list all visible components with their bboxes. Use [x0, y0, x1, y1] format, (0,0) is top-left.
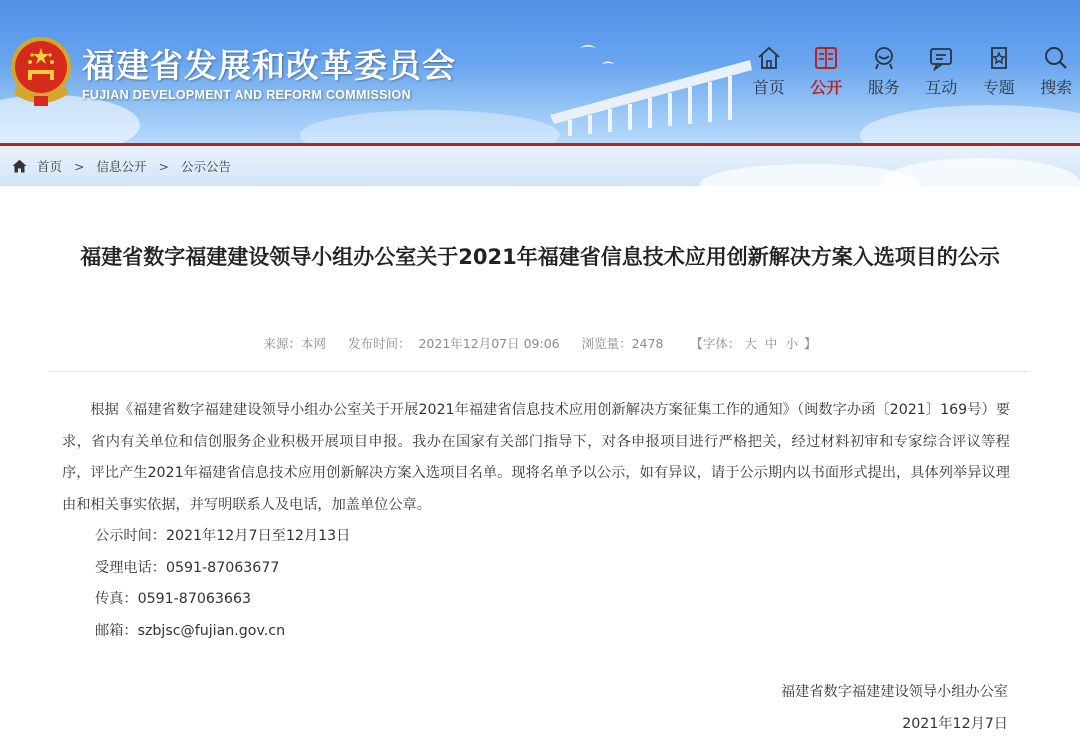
font-size-large[interactable]: 大	[744, 336, 757, 351]
home-icon[interactable]	[12, 159, 27, 173]
nav-item-disclosure[interactable]	[798, 44, 856, 104]
body-paragraph: 根据《福建省数字福建建设领导小组办公室关于开展2021年福建省信息技术应用创新解决方案征集工作的通知》（闽数字办函〔2021〕169号）要求，省内有关单位和信创服务企业积极开展项目申报。我办在国家有关部门指导下，对各申报项目进行严格把关，经过材料初审和专家综合评议等程序，评比产生2021年福建省信息技术应用创新解决方案入选项目名单。现将名单予以公示，如有异议，请于公示期内以书面形式提出，具体列举异议理由和相关事实依据，并写明联系人及电话，加盖单位公章。	[62, 402, 1010, 513]
breadcrumb-info-disclosure-link[interactable]: 信息公开	[96, 159, 147, 174]
main-nav	[740, 44, 1080, 104]
home-icon	[755, 44, 783, 72]
font-size-medium[interactable]: 中	[764, 336, 778, 351]
nav-label: 首页	[752, 78, 785, 97]
interaction-icon	[927, 44, 955, 72]
national-emblem-icon[interactable]	[8, 34, 74, 108]
meta-source: 来源：本网	[263, 336, 327, 351]
signature-date: 2021年12月7日	[902, 716, 1008, 732]
topic-icon	[985, 44, 1013, 72]
article-signature	[781, 676, 1008, 740]
breadcrumb-separator: >	[158, 158, 169, 174]
font-size-label: 【字体：	[690, 336, 741, 351]
article-title: 福建省数字福建建设领导小组办公室关于2021年福建省信息技术应用创新解决方案入选项目的公示	[80, 245, 1000, 269]
disclosure-icon	[812, 44, 840, 72]
nav-label: 服务	[867, 78, 900, 97]
nav-label: 搜索	[1040, 78, 1073, 97]
nav-item-interaction[interactable]	[913, 44, 971, 104]
nav-item-service[interactable]	[855, 44, 913, 104]
font-size-small[interactable]: 小	[785, 336, 798, 351]
article-body	[62, 395, 1010, 647]
search-icon	[1042, 44, 1070, 72]
nav-item-topic[interactable]	[970, 44, 1028, 104]
nav-label: 专题	[982, 78, 1015, 97]
font-size-bracket: 】	[803, 336, 817, 351]
nav-item-search[interactable]	[1028, 44, 1080, 104]
meta-views: 浏览量：2478	[581, 336, 664, 351]
article-meta	[0, 334, 1080, 352]
org-name-cn[interactable]: 福建省发展和改革委员会	[82, 46, 456, 85]
breadcrumb-separator: >	[74, 158, 85, 174]
contact-phone: 受理电话：0591-87063677	[95, 559, 280, 576]
breadcrumb	[12, 157, 231, 175]
nav-label: 互动	[925, 78, 958, 97]
nav-item-home[interactable]	[740, 44, 798, 104]
org-name-en: FUJIAN DEVELOPMENT AND REFORM COMMISSION	[82, 88, 411, 102]
nav-label: 公开	[810, 78, 843, 97]
site-header	[0, 0, 1080, 143]
breadcrumb-home-link[interactable]: 首页	[37, 159, 63, 174]
breadcrumb-bar	[0, 146, 1080, 186]
font-size-control	[690, 336, 816, 351]
breadcrumb-announcement-link[interactable]: 公示公告	[181, 159, 232, 174]
announcement-period: 公示时间：2021年12月7日至12月13日	[95, 528, 351, 544]
contact-email: 邮箱：szbjsc@fujian.gov.cn	[95, 622, 286, 639]
bridge-illustration	[540, 20, 760, 140]
service-icon	[870, 44, 898, 72]
meta-publish-time: 发布时间： 2021年12月07日 09:06	[348, 336, 560, 351]
signature-org: 福建省数字福建建设领导小组办公室	[780, 684, 1008, 700]
contact-fax: 传真：0591-87063663	[95, 591, 252, 607]
meta-divider	[48, 371, 1028, 372]
